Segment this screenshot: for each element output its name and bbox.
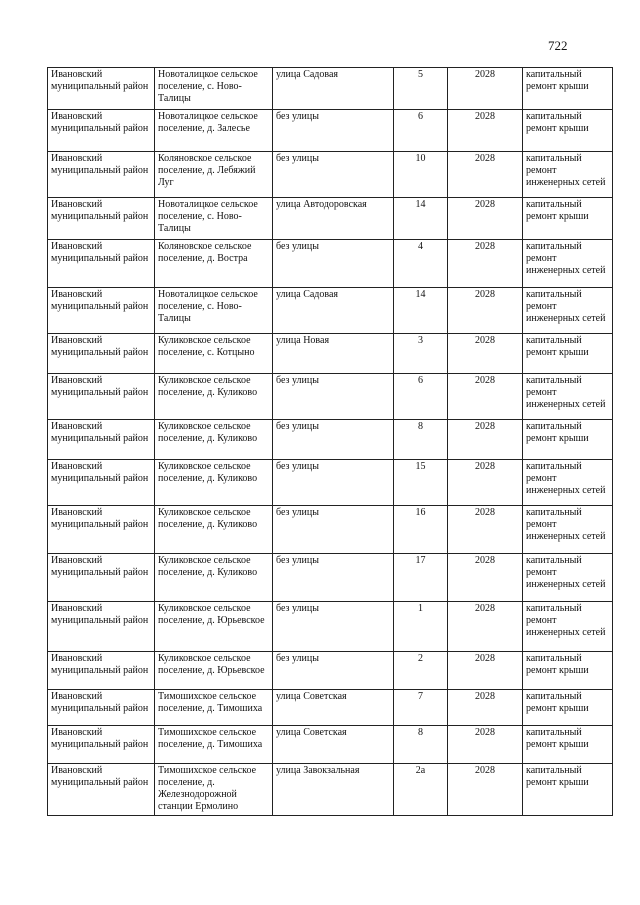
street-cell: улица Советская — [273, 690, 394, 726]
settlement-cell: Куликовское сельское поселение, д. Юрьевское — [155, 602, 273, 652]
street-cell: без улицы — [273, 240, 394, 288]
street-cell: улица Новая — [273, 334, 394, 374]
table-row — [48, 726, 613, 764]
table-row — [48, 652, 613, 690]
district-cell: Ивановский муниципальный район — [48, 68, 155, 110]
table-row — [48, 460, 613, 506]
year-cell: 2028 — [448, 690, 523, 726]
settlement-cell: Куликовское сельское поселение, д. Куликово — [155, 374, 273, 420]
street-cell: без улицы — [273, 460, 394, 506]
work-type-cell: капитальный ремонт крыши — [523, 726, 613, 764]
year-cell: 2028 — [448, 240, 523, 288]
district-cell: Ивановский муниципальный район — [48, 506, 155, 554]
district-cell: Ивановский муниципальный район — [48, 420, 155, 460]
year-cell: 2028 — [448, 334, 523, 374]
street-cell: без улицы — [273, 374, 394, 420]
table-row — [48, 690, 613, 726]
settlement-cell: Новоталицкое сельское поселение, с. Ново-Талицы — [155, 288, 273, 334]
street-cell: улица Садовая — [273, 288, 394, 334]
year-cell: 2028 — [448, 602, 523, 652]
settlement-cell: Новоталицкое сельское поселение, д. Залесье — [155, 110, 273, 152]
house-number-cell: 6 — [394, 110, 448, 152]
work-type-cell: капитальный ремонт крыши — [523, 110, 613, 152]
district-cell: Ивановский муниципальный район — [48, 288, 155, 334]
table-row — [48, 554, 613, 602]
work-type-cell: капитальный ремонт крыши — [523, 652, 613, 690]
settlement-cell: Коляновское сельское поселение, д. Лебяжий Луг — [155, 152, 273, 198]
year-cell: 2028 — [448, 506, 523, 554]
year-cell: 2028 — [448, 110, 523, 152]
house-number-cell: 8 — [394, 420, 448, 460]
work-type-cell: капитальный ремонт инженерных сетей — [523, 506, 613, 554]
work-type-cell: капитальный ремонт инженерных сетей — [523, 152, 613, 198]
settlement-cell: Куликовское сельское поселение, д. Куликово — [155, 554, 273, 602]
district-cell: Ивановский муниципальный район — [48, 374, 155, 420]
table-row — [48, 506, 613, 554]
work-type-cell: капитальный ремонт крыши — [523, 68, 613, 110]
settlement-cell: Куликовское сельское поселение, д. Куликово — [155, 506, 273, 554]
street-cell: без улицы — [273, 152, 394, 198]
street-cell: без улицы — [273, 652, 394, 690]
district-cell: Ивановский муниципальный район — [48, 602, 155, 652]
district-cell: Ивановский муниципальный район — [48, 764, 155, 816]
house-number-cell: 3 — [394, 334, 448, 374]
table-body — [48, 68, 613, 816]
district-cell: Ивановский муниципальный район — [48, 554, 155, 602]
page-number: 722 — [548, 38, 568, 53]
street-cell: улица Автодоровская — [273, 198, 394, 240]
settlement-cell: Новоталицкое сельское поселение, с. Ново-Талицы — [155, 68, 273, 110]
house-number-cell: 7 — [394, 690, 448, 726]
house-number-cell: 1 — [394, 602, 448, 652]
year-cell: 2028 — [448, 288, 523, 334]
district-cell: Ивановский муниципальный район — [48, 334, 155, 374]
settlement-cell: Тимошихское сельское поселение, д. Тимошиха — [155, 726, 273, 764]
work-type-cell: капитальный ремонт крыши — [523, 690, 613, 726]
work-type-cell: капитальный ремонт инженерных сетей — [523, 240, 613, 288]
year-cell: 2028 — [448, 152, 523, 198]
table-row — [48, 240, 613, 288]
house-number-cell: 14 — [394, 288, 448, 334]
district-cell: Ивановский муниципальный район — [48, 690, 155, 726]
settlement-cell: Куликовское сельское поселение, д. Куликово — [155, 460, 273, 506]
year-cell: 2028 — [448, 726, 523, 764]
district-cell: Ивановский муниципальный район — [48, 152, 155, 198]
table-row — [48, 110, 613, 152]
house-number-cell: 16 — [394, 506, 448, 554]
district-cell: Ивановский муниципальный район — [48, 460, 155, 506]
street-cell: улица Завокзальная — [273, 764, 394, 816]
work-type-cell: капитальный ремонт крыши — [523, 198, 613, 240]
settlement-cell: Куликовское сельское поселение, д. Юрьевское — [155, 652, 273, 690]
settlement-cell: Тимошихское сельское поселение, д. Тимошиха — [155, 690, 273, 726]
street-cell: без улицы — [273, 554, 394, 602]
table-row — [48, 374, 613, 420]
district-cell: Ивановский муниципальный район — [48, 652, 155, 690]
settlement-cell: Куликовское сельское поселение, д. Куликово — [155, 420, 273, 460]
street-cell: улица Советская — [273, 726, 394, 764]
street-cell: улица Садовая — [273, 68, 394, 110]
house-number-cell: 8 — [394, 726, 448, 764]
table-row — [48, 764, 613, 816]
work-type-cell: капитальный ремонт крыши — [523, 334, 613, 374]
work-type-cell: капитальный ремонт крыши — [523, 420, 613, 460]
year-cell: 2028 — [448, 374, 523, 420]
year-cell: 2028 — [448, 198, 523, 240]
work-type-cell: капитальный ремонт инженерных сетей — [523, 602, 613, 652]
settlement-cell: Куликовское сельское поселение, с. Котцыно — [155, 334, 273, 374]
house-number-cell: 17 — [394, 554, 448, 602]
house-number-cell: 15 — [394, 460, 448, 506]
work-type-cell: капитальный ремонт инженерных сетей — [523, 288, 613, 334]
house-number-cell: 10 — [394, 152, 448, 198]
table-row — [48, 198, 613, 240]
work-type-cell: капитальный ремонт инженерных сетей — [523, 374, 613, 420]
year-cell: 2028 — [448, 420, 523, 460]
year-cell: 2028 — [448, 764, 523, 816]
table-row — [48, 68, 613, 110]
house-number-cell: 2а — [394, 764, 448, 816]
district-cell: Ивановский муниципальный район — [48, 198, 155, 240]
district-cell: Ивановский муниципальный район — [48, 726, 155, 764]
house-number-cell: 4 — [394, 240, 448, 288]
work-type-cell: капитальный ремонт инженерных сетей — [523, 460, 613, 506]
work-type-cell: капитальный ремонт крыши — [523, 764, 613, 816]
district-cell: Ивановский муниципальный район — [48, 240, 155, 288]
year-cell: 2028 — [448, 652, 523, 690]
table-row — [48, 602, 613, 652]
housing-repair-table — [47, 67, 613, 816]
settlement-cell: Тимошихское сельское поселение, д. Железнодорожной станции Ермолино — [155, 764, 273, 816]
district-cell: Ивановский муниципальный район — [48, 110, 155, 152]
year-cell: 2028 — [448, 460, 523, 506]
table-row — [48, 420, 613, 460]
year-cell: 2028 — [448, 68, 523, 110]
settlement-cell: Новоталицкое сельское поселение, с. Ново-Талицы — [155, 198, 273, 240]
street-cell: без улицы — [273, 506, 394, 554]
settlement-cell: Коляновское сельское поселение, д. Востра — [155, 240, 273, 288]
street-cell: без улицы — [273, 110, 394, 152]
work-type-cell: капитальный ремонт инженерных сетей — [523, 554, 613, 602]
table-row — [48, 334, 613, 374]
table-row — [48, 152, 613, 198]
street-cell: без улицы — [273, 602, 394, 652]
street-cell: без улицы — [273, 420, 394, 460]
year-cell: 2028 — [448, 554, 523, 602]
house-number-cell: 2 — [394, 652, 448, 690]
house-number-cell: 14 — [394, 198, 448, 240]
table-row — [48, 288, 613, 334]
house-number-cell: 5 — [394, 68, 448, 110]
house-number-cell: 6 — [394, 374, 448, 420]
